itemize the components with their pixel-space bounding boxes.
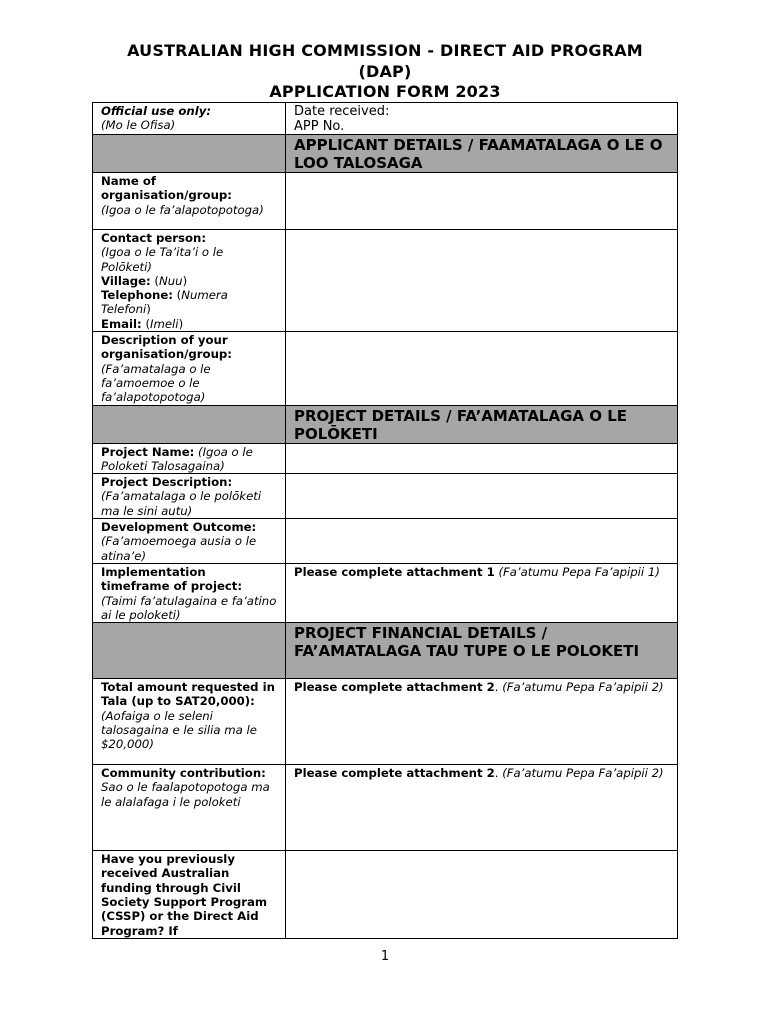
org-desc-label: Description of your organisation/group:	[101, 333, 232, 362]
form-title	[90, 41, 680, 103]
community-label: Community contribution:	[101, 766, 266, 781]
timeframe-label-cell	[93, 563, 286, 622]
official-use-values	[286, 103, 678, 135]
section-financial-title: PROJECT FINANCIAL DETAILS / FA’AMATALAGA TAU TUPE O LE POLOKETI	[294, 624, 640, 661]
org-desc-field[interactable]	[286, 332, 678, 405]
attachment-2-note: Please complete attachment 2	[294, 680, 495, 695]
dev-outcome-label: Development Outcome:	[101, 520, 257, 535]
previous-funding-label: Have you previously received Australian funding through Civil Society Support Program (CSSP) or the Direct Aid Program? If	[101, 852, 268, 938]
section-financial-row	[93, 623, 678, 679]
email-label: Email:	[101, 316, 142, 331]
project-name-field[interactable]	[286, 443, 678, 474]
timeframe-row	[93, 563, 678, 622]
dev-outcome-field[interactable]	[286, 519, 678, 564]
timeframe-label: Implementation timeframe of project:	[101, 564, 243, 594]
community-row	[93, 765, 678, 851]
contact-label: Contact person:	[101, 231, 207, 245]
title-line-3: APPLICATION FORM 2023	[269, 82, 501, 101]
official-use-cell	[93, 103, 286, 135]
attachment-2-sub: (Fa’atumu Pepa Fa’apipii 2)	[502, 680, 664, 695]
org-desc-label-cell	[93, 332, 286, 405]
project-desc-row	[93, 474, 678, 519]
total-amount-label-cell	[93, 679, 286, 765]
contact-row	[93, 230, 678, 332]
section-gray-cell	[93, 623, 286, 679]
telephone-sub: Numera Telefoni	[101, 288, 228, 317]
attachment-1-note: Please complete attachment 1	[294, 564, 495, 579]
previous-funding-row	[93, 851, 678, 939]
org-name-sub: (Igoa o le fa’alapotopotoga)	[101, 202, 264, 217]
contact-sub: (Igoa o le Ta’ita’i o le Polōketi)	[101, 245, 224, 274]
project-desc-label-cell	[93, 474, 286, 519]
contact-label-cell: Contact person: (Igoa o le Ta’ita’i o le Polōketi) Village: (Nuu) Telephone: (Numera Telefoni) Email: (Imeli)	[93, 230, 286, 332]
previous-funding-label-cell	[93, 851, 286, 939]
attachment-1-sub: (Fa’atumu Pepa Fa’apipii 1)	[498, 564, 660, 579]
project-name-sub: (Igoa o le Poloketi Talosagaina)	[101, 444, 253, 473]
section-gray-cell	[93, 405, 286, 443]
section-applicant-header	[286, 135, 678, 173]
section-applicant-title: APPLICANT DETAILS / FAAMATALAGA O LE O LOO TALOSAGA	[294, 136, 663, 172]
community-field[interactable]	[286, 765, 678, 851]
timeframe-field[interactable]	[286, 563, 678, 622]
timeframe-sub: (Taimi fa’atulagaina e fa’atino ai le poloketi)	[101, 593, 277, 622]
org-name-row	[93, 173, 678, 230]
village-label: Village:	[101, 273, 151, 288]
project-name-label: Project Name:	[101, 444, 195, 459]
community-sub: Sao o le faalapotopotoga ma le alalafaga i le poloketi	[101, 780, 270, 809]
page-number: 1	[380, 949, 390, 964]
contact-field[interactable]	[286, 230, 678, 332]
title-line-1: AUSTRALIAN HIGH COMMISSION - DIRECT AID PROGRAM	[127, 41, 643, 60]
community-label-cell	[93, 765, 286, 851]
project-desc-field[interactable]	[286, 474, 678, 519]
section-project-title: PROJECT DETAILS / FA’AMATALAGA O LE POLŌKETI	[294, 406, 628, 443]
section-project-row	[93, 405, 678, 443]
attachment-2-punct: .	[494, 680, 499, 695]
project-desc-sub: (Fa’amatalaga o le polōketi ma le sini autu)	[101, 489, 262, 518]
project-desc-label: Project Description:	[101, 475, 233, 490]
official-use-sub: (Mo le Ofisa)	[101, 118, 176, 133]
org-desc-sub: (Fa’amatalaga o le fa’amoemoe o le fa’alapotopotoga)	[101, 361, 211, 405]
org-name-label: Name of organisation/group:	[101, 174, 232, 203]
total-amount-row	[93, 679, 678, 765]
project-name-label-cell	[93, 443, 286, 474]
official-use-label: Official use only:	[101, 104, 212, 118]
dev-outcome-sub: (Fa’amoemoega ausia o le atina’e)	[101, 534, 257, 563]
attachment-2-note: Please complete attachment 2	[294, 766, 495, 781]
app-no-label: APP No.	[294, 119, 345, 134]
title-line-2: (DAP)	[358, 61, 412, 81]
total-amount-label: Total amount requested in Tala (up to SAT20,000):	[101, 680, 275, 709]
project-name-row	[93, 443, 678, 474]
section-gray-cell	[93, 135, 286, 173]
dev-outcome-row	[93, 519, 678, 564]
email-sub: Imeli	[150, 316, 179, 331]
attachment-2-sub: (Fa’atumu Pepa Fa’apipii 2)	[502, 766, 664, 781]
telephone-label: Telephone:	[101, 288, 173, 303]
org-name-field[interactable]	[286, 173, 678, 230]
section-financial-header	[286, 623, 678, 679]
section-applicant-row	[93, 135, 678, 173]
org-desc-row	[93, 332, 678, 405]
total-amount-sub: (Aofaiga o le seleni talosagaina e le silia ma le $20,000)	[101, 708, 257, 752]
total-amount-field[interactable]	[286, 679, 678, 765]
application-form-table	[92, 102, 678, 939]
previous-funding-field[interactable]	[286, 851, 678, 939]
dev-outcome-label-cell	[93, 519, 286, 564]
org-name-label-cell	[93, 173, 286, 230]
section-project-header	[286, 405, 678, 443]
date-received-label: Date received:	[294, 104, 390, 119]
attachment-2-punct: .	[494, 766, 499, 781]
official-use-row	[93, 103, 678, 135]
village-sub: Nuu	[159, 273, 183, 288]
